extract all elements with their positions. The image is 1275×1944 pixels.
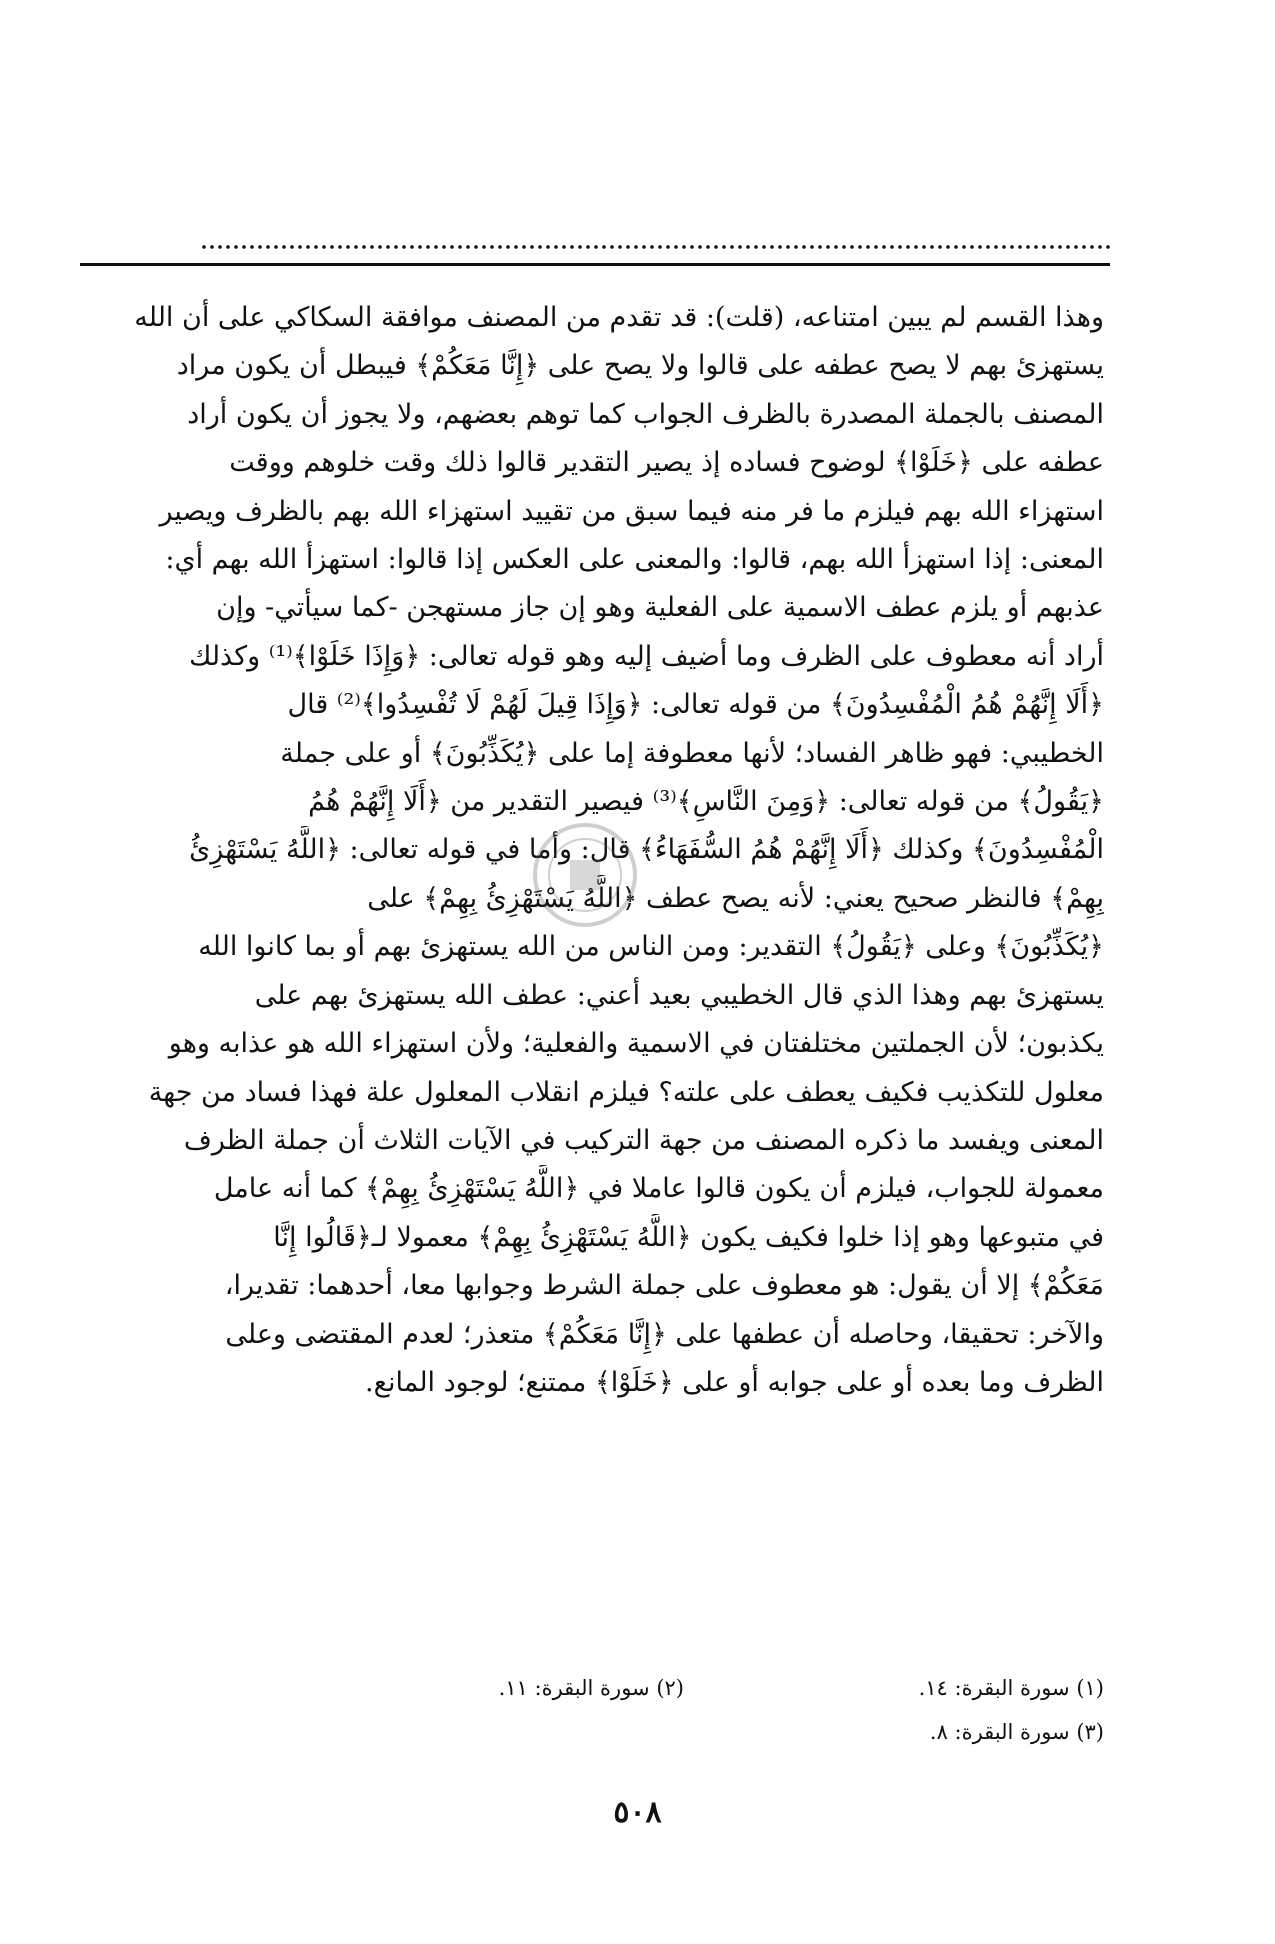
footnote-2: (٢) سورة البقرة: ١١. <box>498 1676 684 1700</box>
body-line: عذبهم أو يلزم عطف الاسمية على الفعلية وهو إن جاز مستهجن -كما سيأتي- وإن <box>216 592 1104 624</box>
body-line: المعنى ويفسد ما ذكره المصنف من جهة التركيب في الآيات الثلاث أن جملة الظرف <box>183 1124 1104 1156</box>
body-line: معلول للتكذيب فكيف يعطف على علته؟ فيلزم انقلاب المعلول علة فهذا فساد من جهة <box>148 1076 1104 1108</box>
watermark-seal <box>530 820 640 930</box>
body-line: ﴿يُكَذِّبُونَ﴾ وعلى ﴿يَقُولُ﴾ التقدير: ومن الناس من الله يستهزئ بهم أو بما كانوا الله <box>198 931 1104 963</box>
body-line: في متبوعها وهو إذا خلوا فكيف يكون ﴿اللَّهُ يَسْتَهْزِئُ بِهِمْ﴾ معمولا لـ﴿قَالُوا إِنَّا <box>273 1221 1104 1253</box>
body-line: والآخر: تحقيقا، وحاصله أن عطفها على ﴿إِنَّا مَعَكُمْ﴾ متعذر؛ لعدم المقتضى وعلى <box>225 1318 1104 1350</box>
body-line: يكذبون؛ لأن الجملتين مختلفتان في الاسمية والفعلية؛ ولأن استهزاء الله هو عذابه وهو <box>168 1028 1104 1060</box>
body-line: ﴿يَقُولُ﴾ من قوله تعالى: ﴿وَمِنَ النَّاسِ﴾⁽³⁾ فيصير التقدير من ﴿أَلَا إِنَّهُمْ هُمُ <box>308 786 1104 818</box>
body-line: المعنى: إذا استهزأ الله بهم، قالوا: والمعنى على العكس إذا قالوا: استهزأ الله بهم أي: <box>165 544 1104 576</box>
footnote-row <box>84 1710 1104 1754</box>
body-line: يستهزئ بهم وهذا الذي قال الخطيبي بعيد أعني: عطف الله يستهزئ بهم على <box>254 979 1104 1011</box>
header-rule <box>80 263 1110 266</box>
body-line: وهذا القسم لم يبين امتناعه، (قلت): قد تقدم من المصنف موافقة السكاكي على أن الله <box>134 302 1104 333</box>
page-number: ٥٠٨ <box>613 1795 662 1830</box>
footnotes <box>84 1666 1104 1754</box>
body-line: مَعَكُمْ﴾ إلا أن يقول: هو معطوف على جملة الشرط وجوابها معا، أحدهما: تقديرا، <box>224 1270 1104 1302</box>
body-line: أراد أنه معطوف على الظرف وما أضيف إليه وهو قوله تعالى: ﴿وَإِذَا خَلَوْا﴾⁽¹⁾ وكذلك <box>189 640 1104 672</box>
footnote-1: (١) سورة البقرة: ١٤. <box>918 1676 1104 1700</box>
body-line: الْمُفْسِدُونَ﴾ وكذلك ﴿أَلَا إِنَّهُمْ هُمُ السُّفَهَاءُ﴾ قال: وأما في قوله تعالى: ﴿اللَّهُ يَسْتَهْزِئُ <box>189 834 1104 866</box>
body-line: عطفه على ﴿خَلَوْا﴾ لوضوح فساده إذ يصير التقدير قالوا ذلك وقت خلوهم ووقت <box>229 447 1104 479</box>
body-line: استهزاء الله بهم فيلزم ما فر منه فيما سبق من تقييد استهزاء الله بهم بالظرف ويصير <box>159 495 1104 527</box>
footnote-3: (٣) سورة البقرة: ٨. <box>929 1720 1104 1744</box>
page-header <box>80 243 1110 273</box>
body-line: معمولة للجواب، فيلزم أن يكون قالوا عاملا في ﴿اللَّهُ يَسْتَهْزِئُ بِهِمْ﴾ كما أنه عامل <box>213 1173 1104 1205</box>
body-line: يستهزئ بهم لا يصح عطفه على قالوا ولا يصح على ﴿إِنَّا مَعَكُمْ﴾ فيبطل أن يكون مراد <box>176 350 1104 382</box>
body-line: الخطيبي: فهو ظاهر الفساد؛ لأنها معطوفة إما على ﴿يُكَذِّبُونَ﴾ أو على جملة <box>280 737 1104 769</box>
body-line: بِهِمْ﴾ فالنظر صحيح يعني: لأنه يصح عطف ﴿اللَّهُ يَسْتَهْزِئُ بِهِمْ﴾ على <box>367 882 1104 914</box>
dotted-ornament <box>200 243 1110 255</box>
body-line: ﴿أَلَا إِنَّهُمْ هُمُ الْمُفْسِدُونَ﴾ من قوله تعالى: ﴿وَإِذَا قِيلَ لَهُمْ لَا تُفْسِدُوا﴾⁽²⁾ قال <box>287 689 1104 721</box>
body-line: المصنف بالجملة المصدرة بالظرف الجواب كما توهم بعضهم، ولا يجوز أن يكون أراد <box>187 398 1104 430</box>
footnote-row <box>84 1666 1104 1710</box>
body-line: الظرف وما بعده أو على جوابه أو على ﴿خَلَوْا﴾ ممتنع؛ لوجود المانع. <box>365 1366 1104 1398</box>
